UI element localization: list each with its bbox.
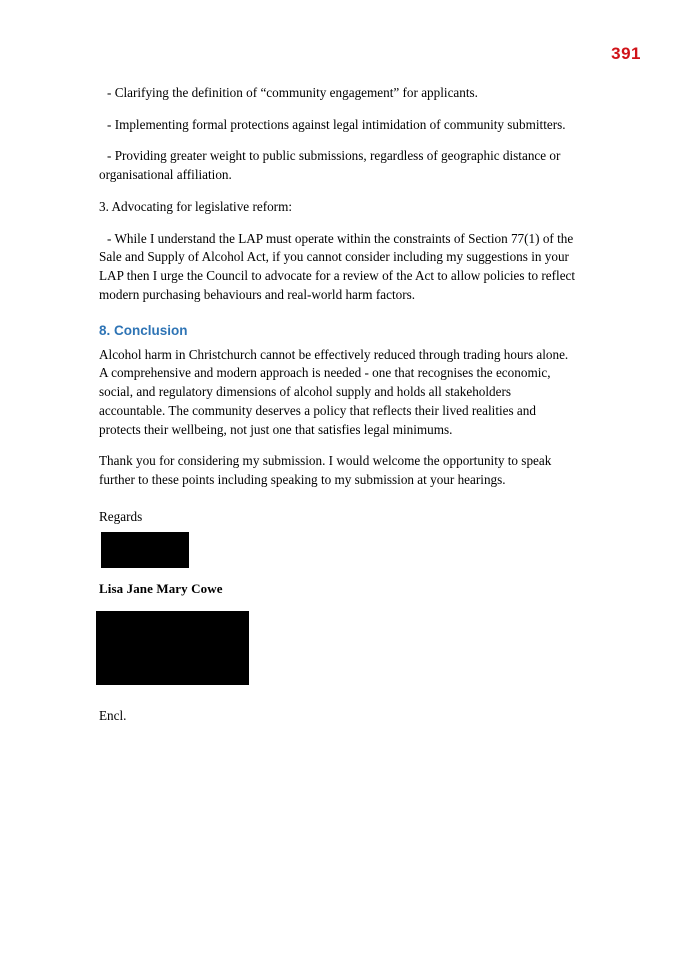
thanks-paragraph: Thank you for considering my submission. I would welcome the opportunity to speak further to these points including speaking to my submission at your hearings. [99,453,552,488]
page-number: 391 [611,44,641,63]
document-body [99,84,579,739]
bullet-item-1: - Clarifying the definition of “community engagement” for applicants. [107,85,478,100]
regards-line: Regards [99,508,143,524]
signatory-name: Lisa Jane Mary Cowe [99,581,223,597]
list-item-3-heading: 3. Advocating for legislative reform: [99,198,292,214]
enclosure-note: Encl. [99,707,127,723]
redacted-signature-block [101,532,189,568]
conclusion-paragraph: Alcohol harm in Christchurch cannot be effectively reduced through trading hours alone. A comprehensive and modern approach is needed - one that recognises the economic, social, and regulatory dimensions of alcohol supply and holds all stakeholders accountable. The community deserves a policy that reflects their lived realities and protects their wellbeing, not just one that satisfies legal minimums. [99,346,569,437]
bullet-item-2: - Implementing formal protections against legal intimidation of community submitters. [107,116,566,132]
redacted-contact-details-block [96,611,249,685]
bullet-item-3: - Providing greater weight to public submissions, regardless of geographic distance or organisational affiliation. [99,148,561,183]
list-item-3-body: - While I understand the LAP must operate within the constraints of Section 77(1) of the Sale and Supply of Alcohol Act, if you cannot consider including my suggestions in your LAP then I urge the Council to advocate for a review of the Act to allow policies to reflect modern purchasing behaviours and real-world harm factors. [99,230,576,302]
section-heading-conclusion: 8. Conclusion [99,322,188,338]
